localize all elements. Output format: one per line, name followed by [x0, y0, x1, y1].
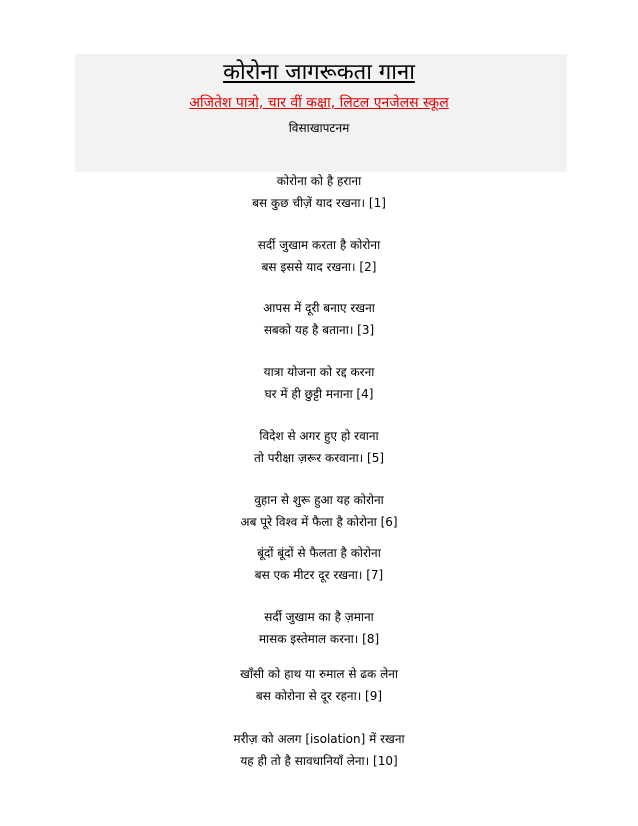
verse-line: मरीज़ को अलग [isolation] में रखना [233, 732, 405, 746]
stanza-7 [0, 542, 638, 586]
stanza-6 [0, 489, 638, 533]
stanza-10 [0, 728, 638, 772]
stanza-3 [0, 297, 638, 341]
verse-line: कोरोना को है हराना [276, 174, 362, 188]
verse-line: आपस में दूरी बनाए रखना [263, 301, 375, 315]
stanza-1 [0, 170, 638, 214]
verse-line: बूंदों बूंदों से फैलता है कोरोना [257, 546, 381, 560]
verse-line: बस कोरोना से दूर रहना। [9] [255, 689, 383, 703]
song-title: कोरोना जागरूकता गाना [223, 60, 415, 85]
author-line: अजितेश पात्रो, चार वीं कक्षा, लिटल एनजेलस स्कूल [189, 95, 449, 111]
verse-line: घर में ही छुट्टी मनाना [4] [264, 387, 374, 401]
stanza-2 [0, 234, 638, 278]
city-line: विसाखापटनम [288, 121, 350, 135]
verse-line: बस इससे याद रखना। [2] [261, 260, 377, 274]
stanza-5 [0, 425, 638, 469]
verse-line: विदेश से अगर हुए हो रवाना [259, 429, 379, 443]
verse-line: सर्दी जुखाम करता है कोरोना [257, 238, 381, 252]
verse-line: यह ही तो है सावधानियाँ लेना। [10] [240, 754, 398, 768]
verse-line: खाँसी को हाथ या रुमाल से ढक लेना [240, 667, 398, 681]
verse-line: अब पूरे विश्व में फैला है कोरोना [6] [240, 515, 398, 529]
verse-line: बस एक मीटर दूर रखना। [7] [254, 568, 384, 582]
verse-line: मासक इस्तेमाल करना। [8] [258, 632, 380, 646]
stanza-9 [0, 663, 638, 707]
verse-line: सबको यह है बताना। [3] [263, 323, 375, 337]
verse-line: तो परीक्षा ज़रूर करवाना। [5] [253, 451, 385, 465]
verse-line: सर्दी जुखाम का है ज़माना [264, 610, 374, 624]
verse-line: यात्रा योजना को रद्द करना [263, 365, 375, 379]
verse-line: बस कुछ चीज़ें याद रखना। [1] [252, 196, 386, 210]
stanza-8 [0, 606, 638, 650]
verse-line: वुहान से शुरू हुआ यह कोरोना [254, 493, 384, 507]
stanza-4 [0, 361, 638, 405]
